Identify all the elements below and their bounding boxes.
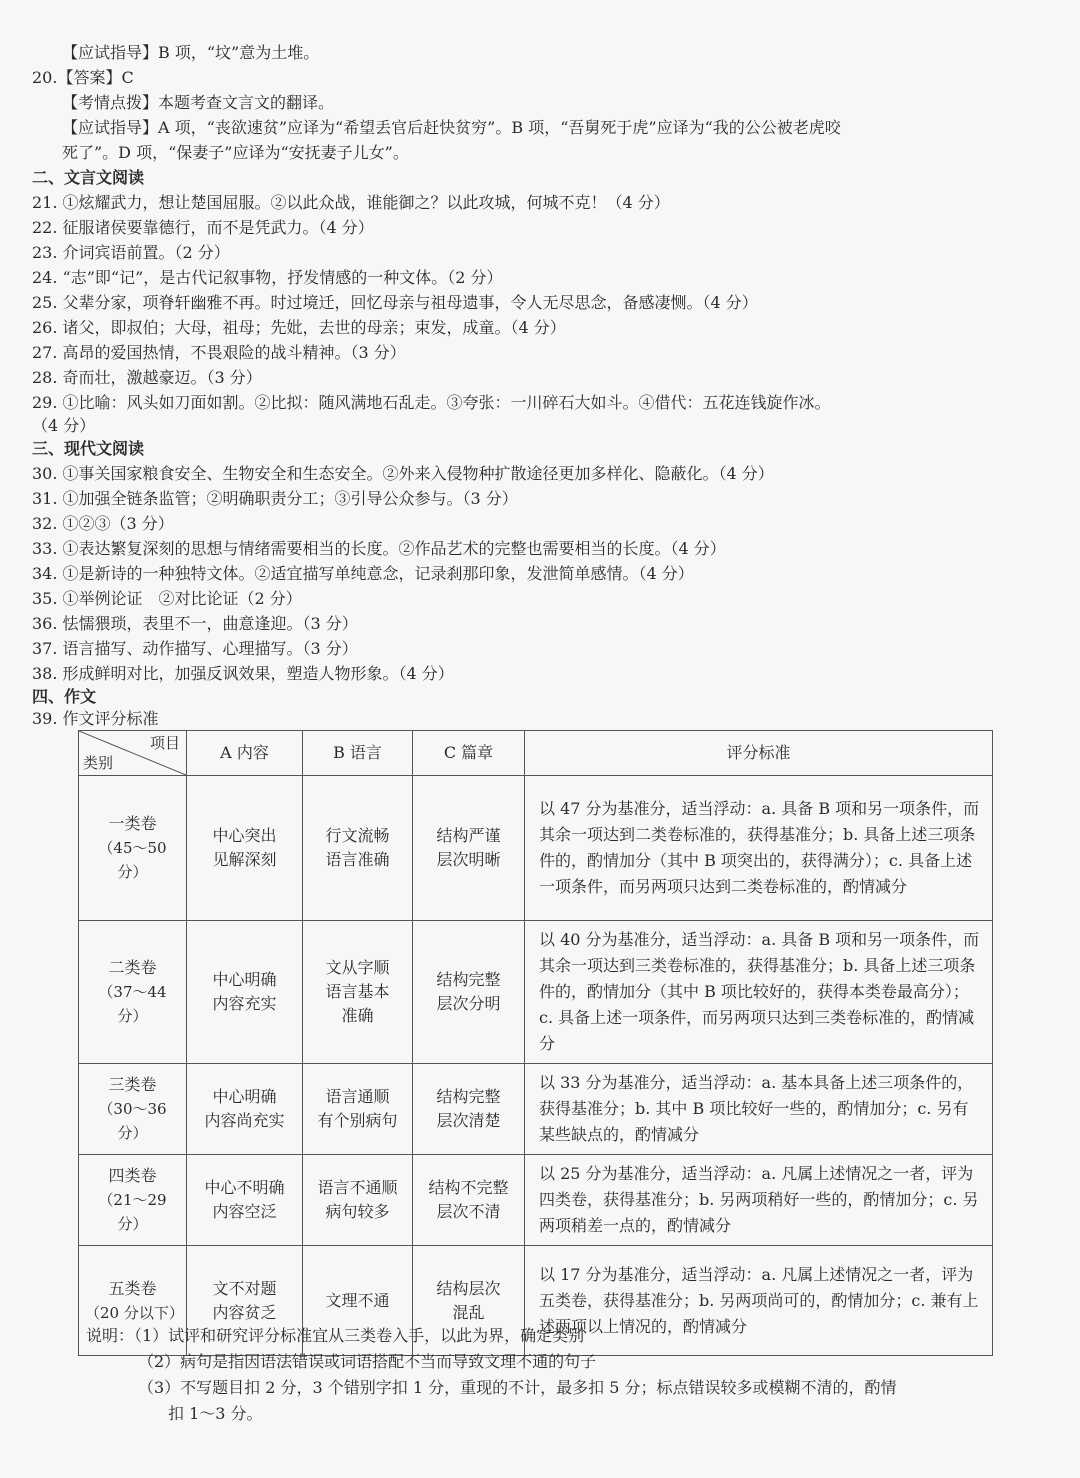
language-cell: 文理不通 bbox=[303, 1246, 413, 1356]
essay-scoring-table bbox=[78, 730, 993, 1356]
standard-cell: 以 25 分为基准分，适当浮动：a. 凡属上述情况之一者，评为四类卷，获得基准分；b. 另两项稍好一些的，酌情加分；c. 另两项稍差一点的，酌情减分 bbox=[525, 1155, 993, 1246]
grade-cell: 二类卷 （37～44 分） bbox=[79, 921, 187, 1064]
answer-26: 26. 诸父，即叔伯；大母，祖母；先妣，去世的母亲；束发，成童。（4 分） bbox=[32, 318, 566, 337]
content-cell: 文不对题 内容贫乏 bbox=[187, 1246, 303, 1356]
content-cell: 中心不明确 内容空泛 bbox=[187, 1155, 303, 1246]
grade-cell: 四类卷 （21～29 分） bbox=[79, 1155, 187, 1246]
section-3-heading: 三、现代文阅读 bbox=[32, 439, 145, 458]
guide-20: 【应试指导】A 项，“丧欲速贫”应译为“希望丢官后赶快贫穷”。B 项，“吾舅死于虎”应译为“我的公公被老虎咬 bbox=[62, 118, 841, 137]
answer-30: 30. ①事关国家粮食安全、生物安全和生态安全。②外来入侵物种扩散途径更加多样化、隐蔽化。（4 分） bbox=[32, 464, 774, 483]
grade-cell: 五类卷 （20 分以下） bbox=[79, 1246, 187, 1356]
answer-20: 20.【答案】C bbox=[32, 68, 134, 87]
answer-34: 34. ①是新诗的一种独特文体。②适宜描写单纯意念，记录刹那印象，发泄简单感情。（4 分） bbox=[32, 564, 694, 583]
answer-36: 36. 怯懦猥琐，表里不一，曲意逢迎。（3 分） bbox=[32, 614, 358, 633]
answer-23: 23. 介词宾语前置。（2 分） bbox=[32, 243, 230, 262]
header-diagonal-cell bbox=[79, 731, 187, 776]
header-content: A 内容 bbox=[187, 731, 303, 776]
header-standard: 评分标准 bbox=[525, 731, 993, 776]
answer-33: 33. ①表达繁复深刻的思想与情绪需要相当的长度。②作品艺术的完整也需要相当的长度。（4 分） bbox=[32, 539, 726, 558]
language-cell: 行文流畅 语言准确 bbox=[303, 776, 413, 921]
standard-cell: 以 47 分为基准分，适当浮动：a. 具备 B 项和另一项条件，而其余一项达到二类卷标准的，获得基准分；b. 具备上述三项条件的，酌情加分（其中 B 项突出的，获得满分）；c. 具备上述一项条件，而另两项只达到二类卷标准的，酌情减分 bbox=[525, 776, 993, 921]
answer-35: 35. ①举例论证 ②对比论证（2 分） bbox=[32, 589, 302, 608]
language-cell: 语言通顺 有个别病句 bbox=[303, 1064, 413, 1155]
standard-cell: 以 33 分为基准分，适当浮动：a. 基本具备上述三项条件的，获得基准分；b. 其中 B 项比较好一些的，酌情加分；c. 另有某些缺点的，酌情减分 bbox=[525, 1064, 993, 1155]
table-row bbox=[79, 1155, 993, 1246]
header-language: B 语言 bbox=[303, 731, 413, 776]
guide-20-cont: 死了”。D 项，“保妻子”应译为“安抚妻子儿女”。 bbox=[62, 143, 409, 162]
header-category: 类别 bbox=[83, 754, 114, 772]
table-row bbox=[79, 921, 993, 1064]
table-header-row bbox=[79, 731, 993, 776]
structure-cell: 结构严谨 层次明晰 bbox=[413, 776, 525, 921]
answer-32: 32. ①②③（3 分） bbox=[32, 514, 174, 533]
content-cell: 中心明确 内容充实 bbox=[187, 921, 303, 1064]
structure-cell: 结构完整 层次分明 bbox=[413, 921, 525, 1064]
grade-cell: 一类卷 （45～50 分） bbox=[79, 776, 187, 921]
answer-24: 24. “志”即“记”，是古代记叙事物，抒发情感的一种文体。（2 分） bbox=[32, 268, 503, 287]
answer-27: 27. 高昂的爱国热情，不畏艰险的战斗精神。（3 分） bbox=[32, 343, 406, 362]
structure-cell: 结构不完整 层次不清 bbox=[413, 1155, 525, 1246]
grade-cell: 三类卷 （30～36 分） bbox=[79, 1064, 187, 1155]
content-cell: 中心突出 见解深刻 bbox=[187, 776, 303, 921]
standard-cell: 以 40 分为基准分，适当浮动：a. 具备 B 项和另一项条件，而其余一项达到三类卷标准的，获得基准分；b. 具备上述三项条件的，酌情加分（其中 B 项比较好的，获得本类卷最高分）；c. 具备上述一项条件，而另两项只达到三类卷标准的，酌情减分 bbox=[525, 921, 993, 1064]
note-3: （3）不写题目扣 2 分，3 个错别字扣 1 分，重现的不计，最多扣 5 分；标点错误较多或模糊不清的，酌情 bbox=[138, 1378, 897, 1397]
structure-cell: 结构层次 混乱 bbox=[413, 1246, 525, 1356]
answer-38: 38. 形成鲜明对比，加强反讽效果，塑造人物形象。（4 分） bbox=[32, 664, 454, 683]
header-item: 项目 bbox=[149, 734, 180, 752]
note-2: （2）病句是指因语法错误或词语搭配不当而导致文理不通的句子 bbox=[138, 1352, 597, 1371]
answer-39: 39. 作文评分标准 bbox=[32, 709, 159, 728]
header-structure: C 篇章 bbox=[413, 731, 525, 776]
structure-cell: 结构完整 层次清楚 bbox=[413, 1064, 525, 1155]
answer-25: 25. 父辈分家，项脊轩幽雅不再。时过境迁，回忆母亲与祖母遗事，令人无尽思念，备感凄恻。（4 分） bbox=[32, 293, 758, 312]
answer-29: 29. ①比喻：风头如刀面如割。②比拟：随风满地石乱走。③夸张：一川碎石大如斗。④借代：五花连钱旋作冰。 bbox=[32, 393, 831, 412]
section-2-heading: 二、文言文阅读 bbox=[32, 168, 145, 187]
content-cell: 中心明确 内容尚充实 bbox=[187, 1064, 303, 1155]
analysis-20: 【考情点拨】本题考查文言文的翻译。 bbox=[62, 93, 335, 112]
note-1: 说明：（1）试评和研究评分标准宜从三类卷入手，以此为界，确定类别 bbox=[86, 1326, 585, 1345]
answer-28: 28. 奇而壮，激越豪迈。（3 分） bbox=[32, 368, 262, 387]
answer-21: 21. ①炫耀武力，想让楚国屈服。②以此众战，谁能御之？以此攻城，何城不克！（4 分） bbox=[32, 193, 670, 212]
guide-19: 【应试指导】B 项，“坟”意为土堆。 bbox=[62, 43, 320, 62]
table-row bbox=[79, 776, 993, 921]
note-3-cont: 扣 1～3 分。 bbox=[168, 1404, 263, 1423]
standard-cell: 以 17 分为基准分，适当浮动：a. 凡属上述情况之一者，评为五类卷，获得基准分；b. 另两项尚可的，酌情加分；c. 兼有上述两项以上情况的，酌情减分 bbox=[525, 1246, 993, 1356]
language-cell: 语言不通顺 病句较多 bbox=[303, 1155, 413, 1246]
answer-22: 22. 征服诸侯要靠德行，而不是凭武力。（4 分） bbox=[32, 218, 374, 237]
answer-37: 37. 语言描写、动作描写、心理描写。（3 分） bbox=[32, 639, 358, 658]
language-cell: 文从字顺 语言基本 准确 bbox=[303, 921, 413, 1064]
answer-31: 31. ①加强全链条监管；②明确职责分工；③引导公众参与。（3 分） bbox=[32, 489, 518, 508]
answer-29-score: （4 分） bbox=[32, 416, 96, 435]
table-row bbox=[79, 1064, 993, 1155]
section-4-heading: 四、作文 bbox=[32, 687, 97, 706]
